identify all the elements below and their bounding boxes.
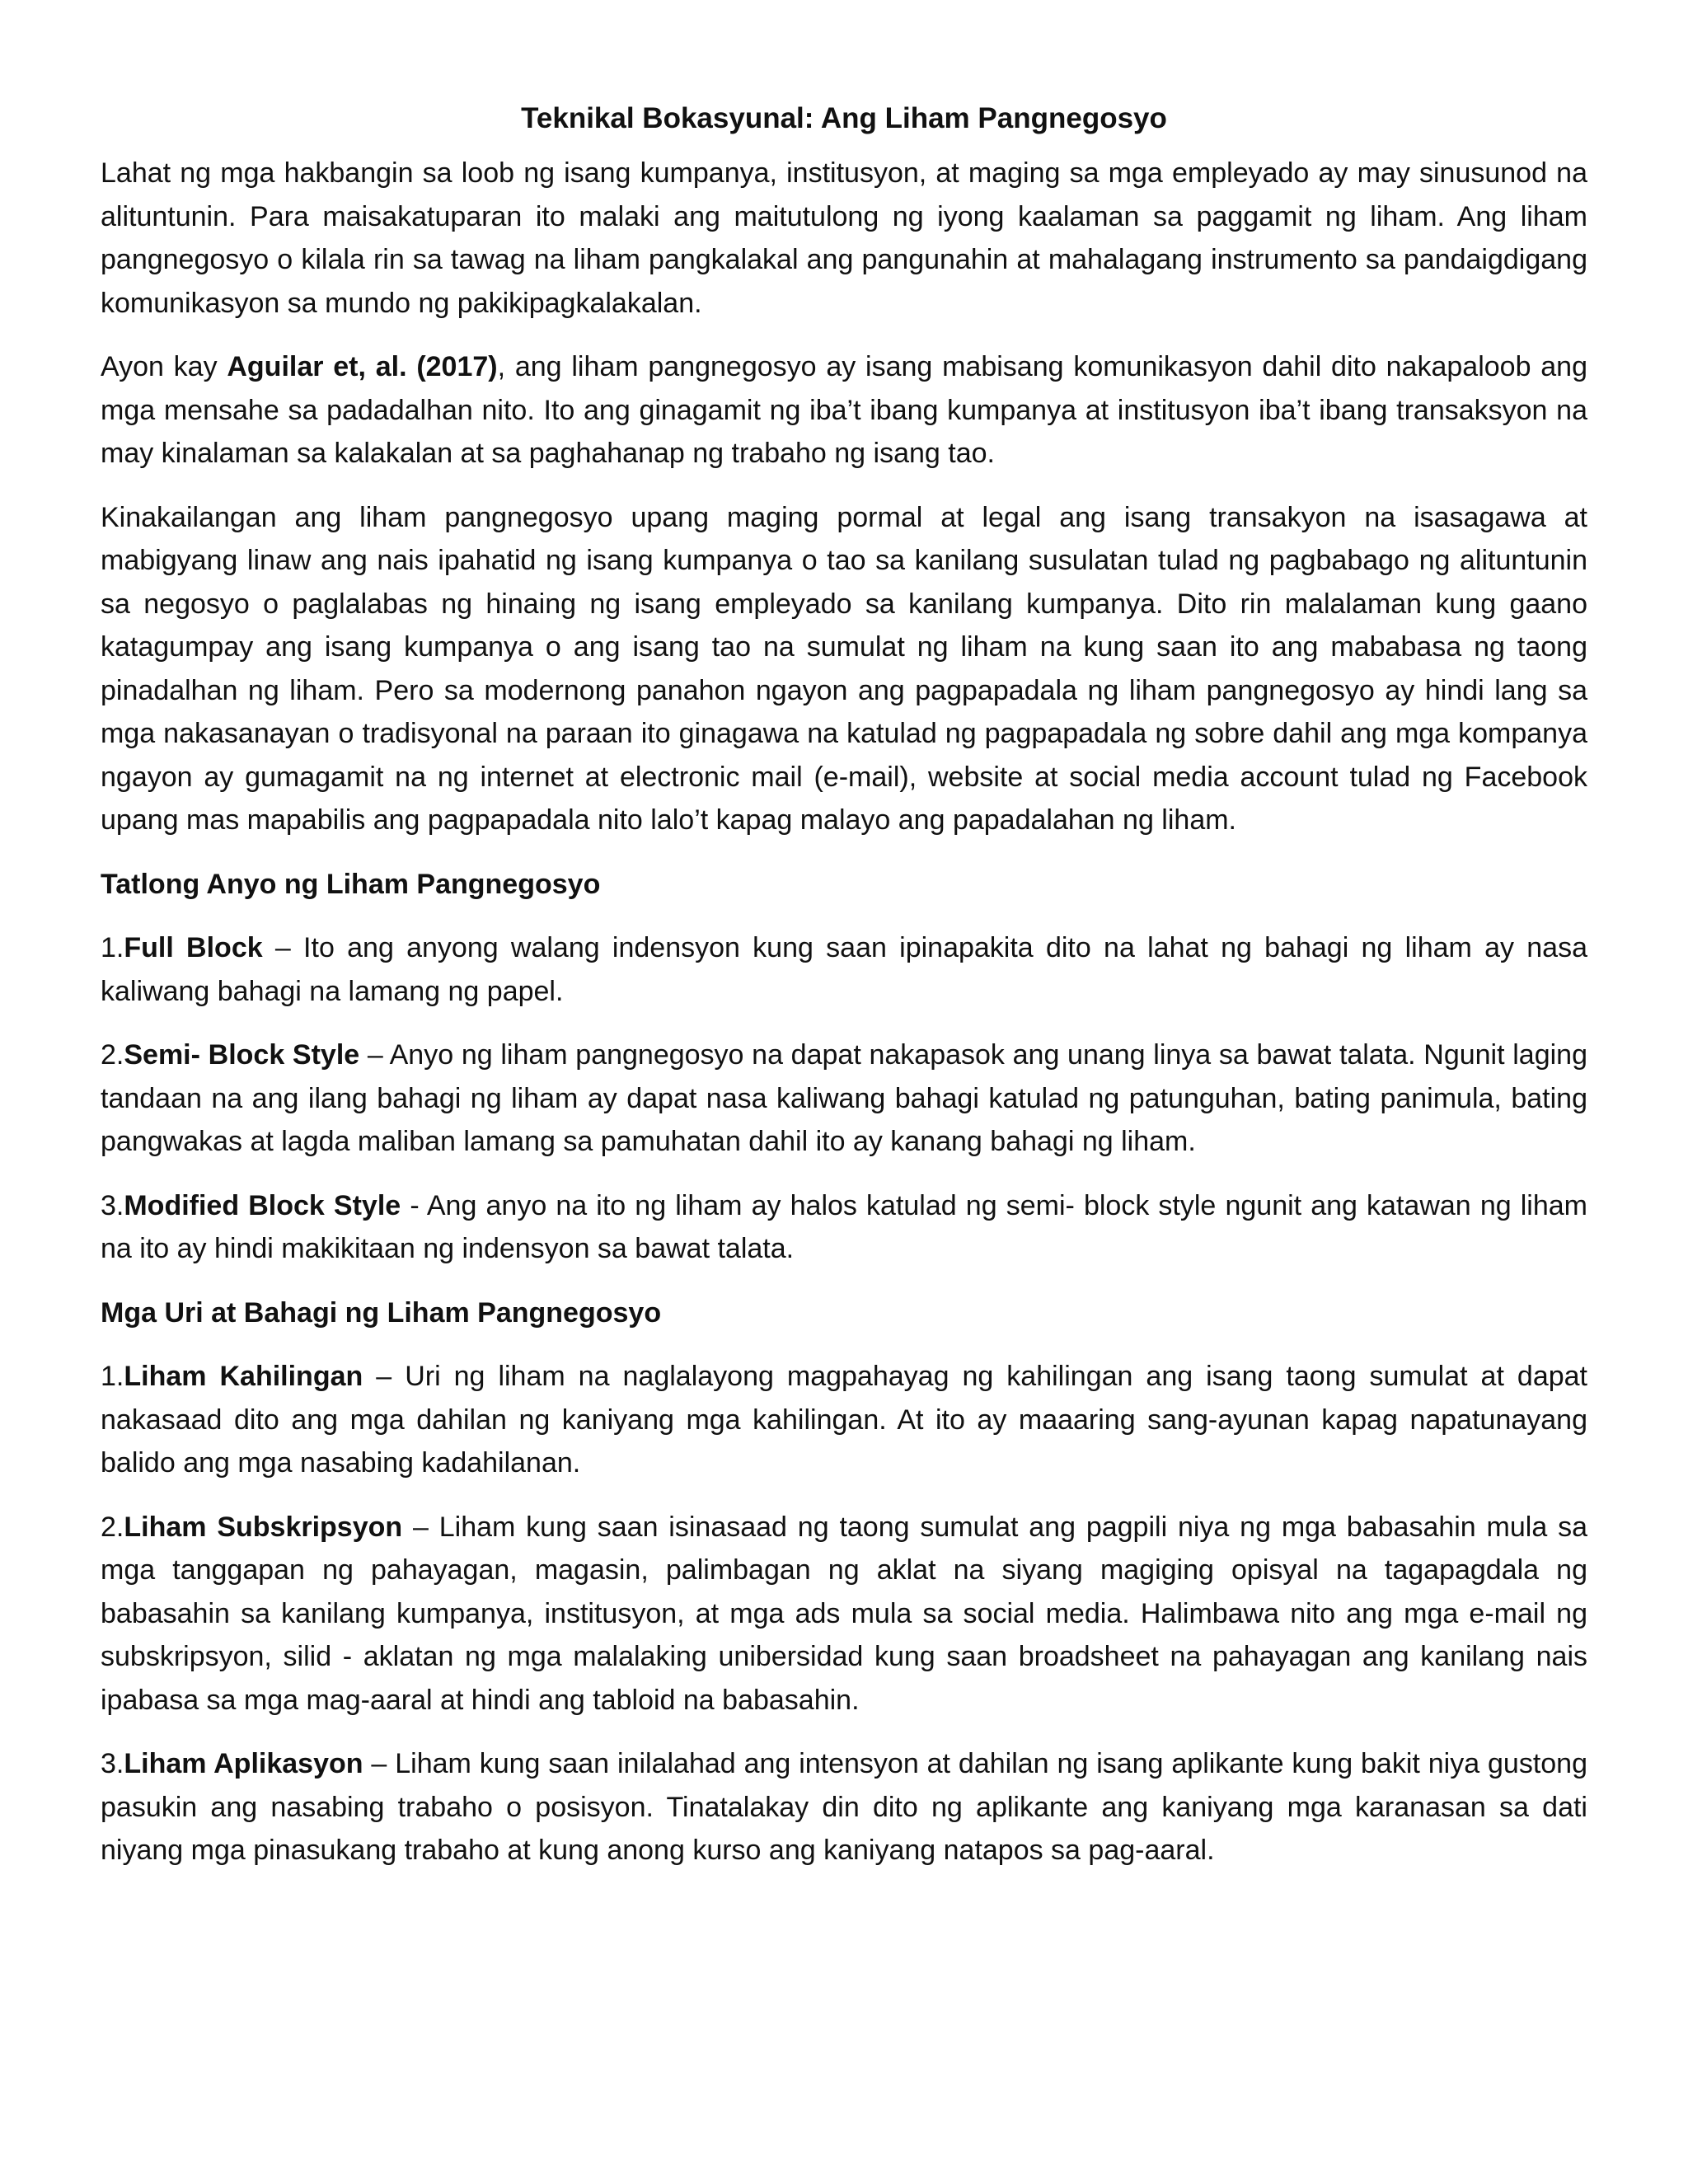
anyo-heading: Tatlong Anyo ng Liham Pangnegosyo xyxy=(101,868,601,900)
anyo-item xyxy=(101,1033,1587,1164)
item-term: Liham Subskripsyon xyxy=(124,1511,403,1543)
item-description: – Liham kung saan inilalahad ang intensyon at dahilan ng isang aplikante kung bakit niya gustong pasukin ang nasabing trabaho o posisyon. Tinatalakay din dito ng aplikante ang kaniyang mga karanasan sa dati niyang mga pinasukang trabaho at kung anong kurso ang kaniyang natapos sa pag-aaral. xyxy=(101,1748,1587,1866)
item-term: Modified Block Style xyxy=(124,1189,401,1221)
document-title: Teknikal Bokasyunal: Ang Liham Pangnegosyo xyxy=(521,102,1167,134)
citation: Aguilar et, al. (2017) xyxy=(227,351,498,382)
item-description: – Uri ng liham na naglalayong magpahayag ng kahilingan ang isang taong sumulat at dapat nakasaad dito ang mga dahilan ng kaniyang mga kahilingan. At ito ay maaaring sang-ayunan kapag napatunayang balido ang mga nasabing kadahilanan. xyxy=(101,1361,1587,1479)
p2-body: , ang liham pangnegosyo ay isang mabisang komunikasyon dahil dito nakapaloob ang mga mensahe sa padadalhan nito. Ito ang ginagamit ng iba’t ibang kumpanya at institusyon iba’t ibang transaksyon na may kinalaman sa kalakalan at sa paghahanap ng trabaho ng isang tao. xyxy=(101,351,1587,469)
item-number: 1. xyxy=(101,932,124,963)
uri-heading: Mga Uri at Bahagi ng Liham Pangnegosyo xyxy=(101,1296,662,1329)
item-number: 3. xyxy=(101,1189,124,1221)
anyo-item xyxy=(101,1184,1587,1271)
uri-item xyxy=(101,1355,1587,1485)
uri-item xyxy=(101,1742,1587,1872)
item-description: – Anyo ng liham pangnegosyo na dapat nakapasok ang unang linya sa bawat talata. Ngunit laging tandaan na ang ilang bahagi ng liham ay dapat nasa kaliwang bahagi katulad ng patunguhan, bating panimula, bating pangwakas at lagda maliban lamang sa pamuhatan dahil ito ay kanang bahagi ng liham. xyxy=(101,1039,1587,1157)
anyo-item xyxy=(101,926,1587,1013)
intro-paragraph-1: Lahat ng mga hakbangin sa loob ng isang kumpanya, institusyon, at maging sa mga empleyado ay may sinusunod na alituntunin. Para maisakatuparan ito malaki ang maitutulong ng iyong kaalaman sa paggamit ng liham. Ang liham pangnegosyo o kilala rin sa tawag na liham pangkalakal ang pangunahin at mahalagang instrumento sa pandaigdigang komunikasyon sa mundo ng pakikipagkalakalan. xyxy=(101,157,1587,319)
item-number: 2. xyxy=(101,1039,124,1071)
item-term: Full Block xyxy=(124,932,263,963)
item-description: – Liham kung saan isinasaad ng taong sumulat ang pagpili niya ng mga babasahin mula sa mga tanggapan ng pahayagan, magasin, palimbagan ng aklat na siyang magiging opisyal na tagapagdala ng babasahin sa kanilang kumpanya, institusyon, at mga ads mula sa social media. Halimbawa nito ang mga e-mail ng subskripsyon, silid - aklatan ng mga malalaking unibersidad kung saan broadsheet na pahayagan ang kanilang nais ipabasa sa mga mag-aaral at hindi ang tabloid na babasahin. xyxy=(101,1511,1587,1716)
item-term: Semi- Block Style xyxy=(124,1039,360,1071)
uri-item xyxy=(101,1506,1587,1722)
intro-paragraph-2 xyxy=(101,345,1587,476)
item-term: Liham Kahilingan xyxy=(124,1361,363,1392)
item-description: – Ito ang anyong walang indensyon kung saan ipinapakita dito na lahat ng bahagi ng liham ay nasa kaliwang bahagi na lamang ng papel. xyxy=(101,932,1587,1007)
item-number: 2. xyxy=(101,1511,124,1543)
item-description: - Ang anyo na ito ng liham ay halos katulad ng semi- block style ngunit ang katawan ng liham na ito ay hindi makikitaan ng indensyon sa bawat talata. xyxy=(101,1189,1587,1264)
p2-lead: Ayon kay xyxy=(101,351,227,382)
intro-paragraph-3: Kinakailangan ang liham pangnegosyo upang maging pormal at legal ang isang transakyon na isasagawa at mabigyang linaw ang nais ipahatid ng isang kumpanya o tao sa kanilang susulatan tulad ng pagbabago ng alituntunin sa negosyo o paglalabas ng hinaing ng isang empleyado sa kanilang kumpanya. Dito rin malalaman kung gaano katagumpay ang isang kumpanya o ang isang tao na sumulat ng liham na kung saan ito ang mababasa ng taong pinadalhan ng liham. Pero sa modernong panahon ngayon ang pagpapadala ng liham pangnegosyo ay hindi lang sa mga nakasanayan o tradisyonal na paraan ito ginagawa na katulad ng pagpapadala ng sobre dahil ang mga kompanya ngayon ay gumagamit na ng internet at electronic mail (e-mail), website at social media account tulad ng Facebook upang mas mapabilis ang pagpapadala nito lalo’t kapag malayo ang papadalahan ng liham. xyxy=(101,501,1587,836)
item-number: 3. xyxy=(101,1748,124,1779)
item-term: Liham Aplikasyon xyxy=(124,1748,363,1779)
item-number: 1. xyxy=(101,1361,124,1392)
